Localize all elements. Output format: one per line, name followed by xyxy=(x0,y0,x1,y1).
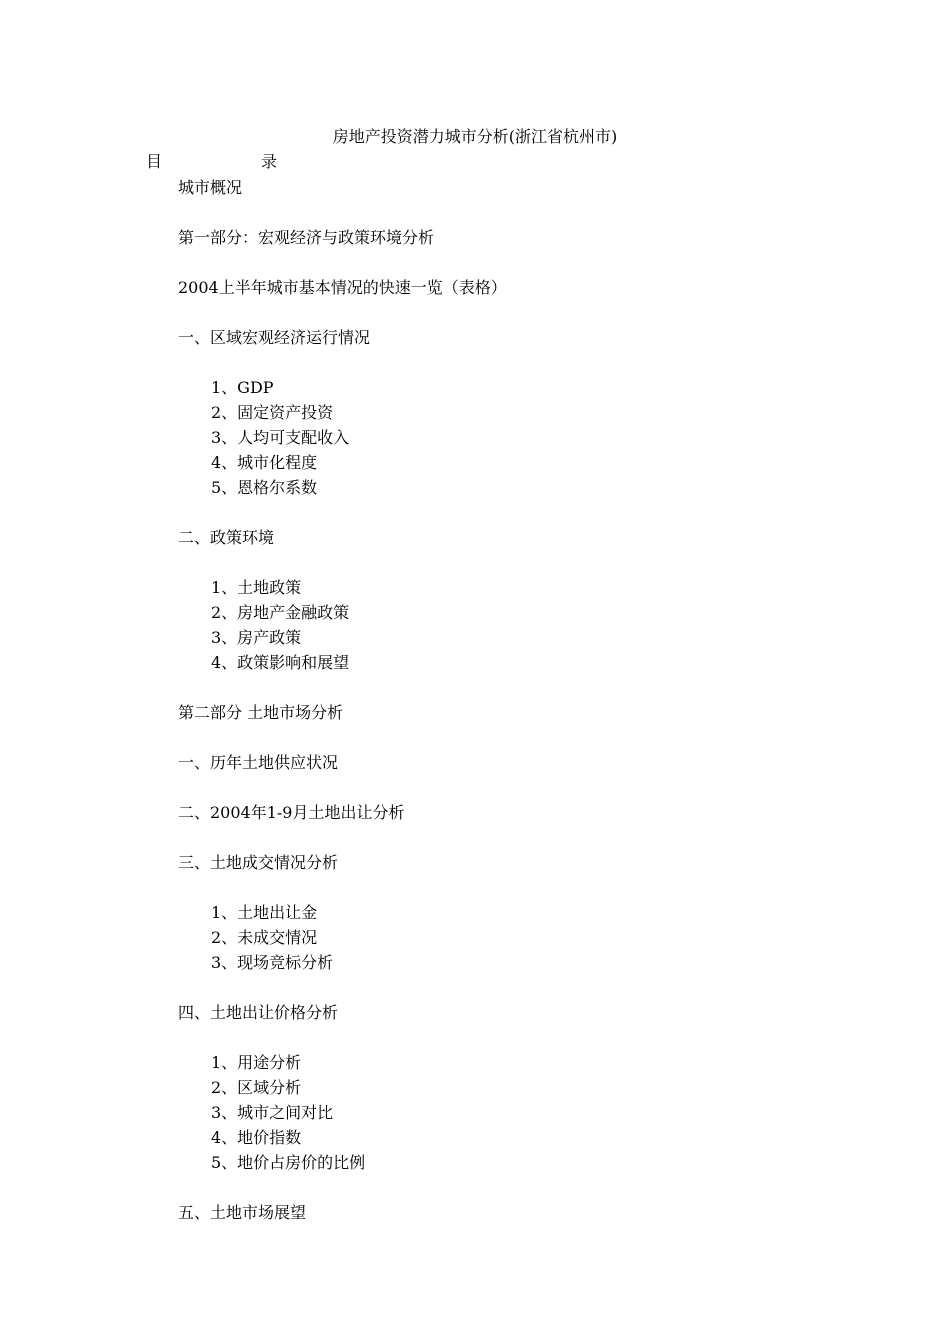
toc-entry: 三、土地成交情况分析 xyxy=(178,853,339,872)
toc-spacer xyxy=(0,775,950,800)
toc-entry: 3、现场竞标分析 xyxy=(211,953,334,972)
toc-entry: 五、土地市场展望 xyxy=(178,1203,307,1222)
toc-spacer xyxy=(0,875,950,900)
toc-entry: 2004上半年城市基本情况的快速一览（表格） xyxy=(178,278,507,297)
toc-spacer xyxy=(0,825,950,850)
toc-entry: 一、历年土地供应状况 xyxy=(178,753,339,772)
table-of-contents xyxy=(0,175,950,1225)
toc-entry: 5、恩格尔系数 xyxy=(211,478,318,497)
toc-entry: 3、人均可支配收入 xyxy=(211,428,350,447)
toc-spacer xyxy=(0,1025,950,1050)
toc-entry: 3、城市之间对比 xyxy=(211,1103,334,1122)
toc-entry: 1、土地出让金 xyxy=(211,903,318,922)
toc-spacer xyxy=(0,975,950,1000)
toc-entry: 4、地价指数 xyxy=(211,1128,302,1147)
toc-heading-char-2: 录 xyxy=(261,152,278,171)
toc-entry: 2、未成交情况 xyxy=(211,928,318,947)
toc-entry: 2、区域分析 xyxy=(211,1078,302,1097)
toc-spacer xyxy=(0,250,950,275)
toc-entry: 3、房产政策 xyxy=(211,628,302,647)
toc-entry: 2、固定资产投资 xyxy=(211,403,334,422)
toc-entry: 二、2004年1-9月土地出让分析 xyxy=(178,803,405,822)
toc-heading xyxy=(146,150,278,174)
toc-entry: 1、用途分析 xyxy=(211,1053,302,1072)
toc-spacer xyxy=(0,500,950,525)
toc-spacer xyxy=(0,675,950,700)
toc-entry: 4、政策影响和展望 xyxy=(211,653,350,672)
toc-entry: 1、土地政策 xyxy=(211,578,302,597)
toc-entry: 二、政策环境 xyxy=(178,528,275,547)
toc-entry: 四、土地出让价格分析 xyxy=(178,1003,339,1022)
toc-entry: 5、地价占房价的比例 xyxy=(211,1153,366,1172)
toc-entry: 4、城市化程度 xyxy=(211,453,318,472)
toc-heading-char-1: 目 xyxy=(146,152,163,171)
toc-spacer xyxy=(0,550,950,575)
toc-entry: 第二部分 土地市场分析 xyxy=(178,703,344,722)
toc-entry: 一、区域宏观经济运行情况 xyxy=(178,328,371,347)
toc-entry: 第一部分：宏观经济与政策环境分析 xyxy=(178,228,435,247)
toc-entry: 1、GDP xyxy=(211,378,274,397)
document-title: 房地产投资潜力城市分析(浙江省杭州市) xyxy=(332,127,618,146)
toc-spacer xyxy=(0,725,950,750)
toc-entry: 城市概况 xyxy=(178,178,243,197)
toc-entry: 2、房地产金融政策 xyxy=(211,603,350,622)
toc-spacer xyxy=(0,200,950,225)
toc-spacer xyxy=(0,300,950,325)
toc-spacer xyxy=(0,350,950,375)
toc-spacer xyxy=(0,1175,950,1200)
